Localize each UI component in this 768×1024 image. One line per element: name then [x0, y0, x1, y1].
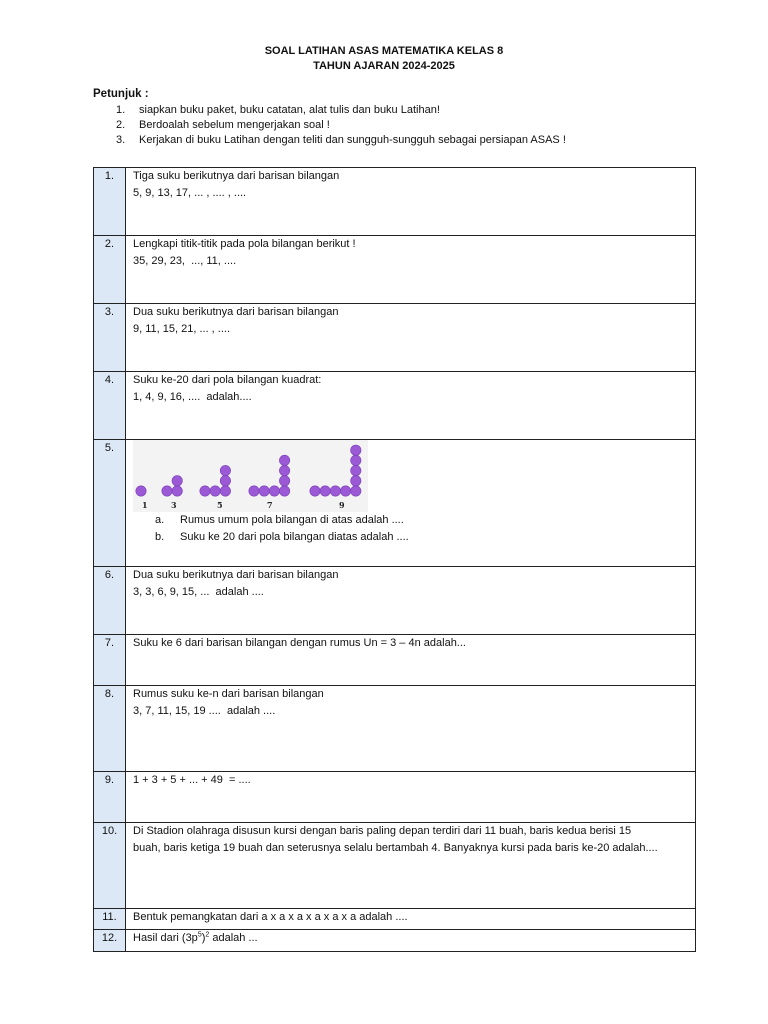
instructions-heading: Petunjuk :	[93, 88, 149, 100]
question-number: 1.	[94, 168, 126, 236]
question-number: 6.	[94, 567, 126, 635]
question-content	[126, 168, 696, 236]
question-content	[126, 635, 696, 686]
pattern-dot	[351, 455, 361, 465]
pattern-dot	[220, 486, 230, 496]
school-year: TAHUN AJARAN 2024-2025	[313, 60, 455, 72]
dot-pattern	[136, 445, 361, 496]
question-content	[126, 909, 696, 930]
question-text: Tiga suku berikutnya dari barisan bilangan	[133, 170, 340, 182]
pattern-dot	[351, 486, 361, 496]
pattern-label: 5	[217, 500, 223, 510]
question-row	[94, 236, 696, 304]
question-number: 9.	[94, 772, 126, 823]
sub-question-list	[133, 512, 695, 546]
pattern-dot	[279, 476, 289, 486]
question-sequence: 3, 7, 11, 15, 19 .... adalah ....	[133, 705, 276, 717]
question-number: 12.	[94, 930, 126, 952]
question-text: Suku ke 6 dari barisan bilangan dengan rumus Un = 3 – 4n adalah...	[133, 637, 466, 649]
question-table	[93, 167, 696, 952]
question-number: 8.	[94, 686, 126, 772]
pattern-label: 3	[171, 500, 177, 510]
question-text-continued: buah, baris ketiga 19 buah dan seterusnya selalu bertambah 4. Banyaknya kursi pada baris ke-20 adalah....	[133, 842, 658, 854]
pattern-label: 9	[339, 500, 345, 510]
pattern-dot	[220, 476, 230, 486]
question-number: 3.	[94, 304, 126, 372]
question-number: 5.	[94, 440, 126, 567]
question-text: Hasil dari $(3p^5)^2$ adalah ...	[133, 931, 258, 944]
pattern-dot	[279, 465, 289, 475]
pattern-dot	[162, 486, 172, 496]
pattern-dot	[351, 445, 361, 455]
question-text: Lengkapi titik-titik pada pola bilangan berikut !	[133, 238, 356, 250]
question-content	[126, 440, 696, 567]
question-row	[94, 168, 696, 236]
question-sequence: 5, 9, 13, 17, ... , .... , ....	[133, 187, 247, 199]
question-sequence: 9, 11, 15, 21, ... , ....	[133, 323, 231, 335]
question-text: Bentuk pemangkatan dari a x a x a x a x a x a adalah ....	[133, 911, 408, 923]
sub-question: b. Suku ke 20 dari pola bilangan diatas adalah ....	[155, 531, 409, 543]
question-row	[94, 909, 696, 930]
instruction-item: 3. Kerjakan di buku Latihan dengan teliti dan sungguh-sungguh sebagai persiapan ASAS !	[116, 134, 566, 146]
instruction-item: 1. siapkan buku paket, buku catatan, alat tulis dan buku Latihan!	[116, 104, 440, 116]
instructions-list	[116, 103, 566, 148]
pattern-label: 7	[267, 500, 273, 510]
question-content	[126, 686, 696, 772]
pattern-label: 1	[142, 500, 148, 510]
dot-pattern-figure	[133, 440, 368, 512]
question-content	[126, 372, 696, 440]
question-row	[94, 772, 696, 823]
question-row	[94, 635, 696, 686]
question-row	[94, 686, 696, 772]
instruction-item: 2. Berdoalah sebelum mengerjakan soal !	[116, 119, 330, 131]
question-content	[126, 772, 696, 823]
pattern-dot	[340, 486, 350, 496]
question-sequence: 1, 4, 9, 16, .... adalah....	[133, 391, 252, 403]
pattern-dot	[320, 486, 330, 496]
question-content	[126, 236, 696, 304]
question-text: Di Stadion olahraga disusun kursi dengan baris paling depan terdiri dari 11 buah, baris kedua berisi 15	[133, 825, 632, 837]
question-number: 4.	[94, 372, 126, 440]
pattern-dot	[220, 465, 230, 475]
pattern-dot	[279, 455, 289, 465]
question-row	[94, 823, 696, 909]
pattern-dot	[351, 476, 361, 486]
pattern-dot	[351, 465, 361, 475]
pattern-dot	[172, 486, 182, 496]
sub-question: a. Rumus umum pola bilangan di atas adalah ....	[155, 514, 404, 526]
question-text: Dua suku berikutnya dari barisan bilangan	[133, 569, 339, 581]
question-sequence: 3, 3, 6, 9, 15, ... adalah ....	[133, 586, 264, 598]
question-row	[94, 440, 696, 567]
question-content	[126, 823, 696, 909]
question-content	[126, 304, 696, 372]
pattern-dot	[249, 486, 259, 496]
pattern-dot	[310, 486, 320, 496]
question-content	[126, 567, 696, 635]
question-text: 1 + 3 + 5 + ... + 49 = ....	[133, 774, 251, 786]
pattern-dot	[259, 486, 269, 496]
question-text: Rumus suku ke-n dari barisan bilangan	[133, 688, 324, 700]
pattern-dot	[200, 486, 210, 496]
pattern-dot	[172, 476, 182, 486]
pattern-dot	[269, 486, 279, 496]
question-row	[94, 372, 696, 440]
question-row	[94, 304, 696, 372]
question-row	[94, 567, 696, 635]
document-title: SOAL LATIHAN ASAS MATEMATIKA KELAS 8	[264, 45, 504, 57]
question-number: 2.	[94, 236, 126, 304]
question-content	[126, 930, 696, 952]
question-text: Dua suku berikutnya dari barisan bilangan	[133, 306, 339, 318]
question-row	[94, 930, 696, 952]
question-number: 10.	[94, 823, 126, 909]
pattern-dot	[136, 486, 146, 496]
question-number: 7.	[94, 635, 126, 686]
pattern-dot	[279, 486, 289, 496]
pattern-dot	[330, 486, 340, 496]
question-text: Suku ke-20 dari pola bilangan kuadrat:	[133, 374, 322, 386]
question-number: 11.	[94, 909, 126, 930]
question-sequence: 35, 29, 23, ..., 11, ....	[133, 255, 237, 267]
pattern-dot	[210, 486, 220, 496]
